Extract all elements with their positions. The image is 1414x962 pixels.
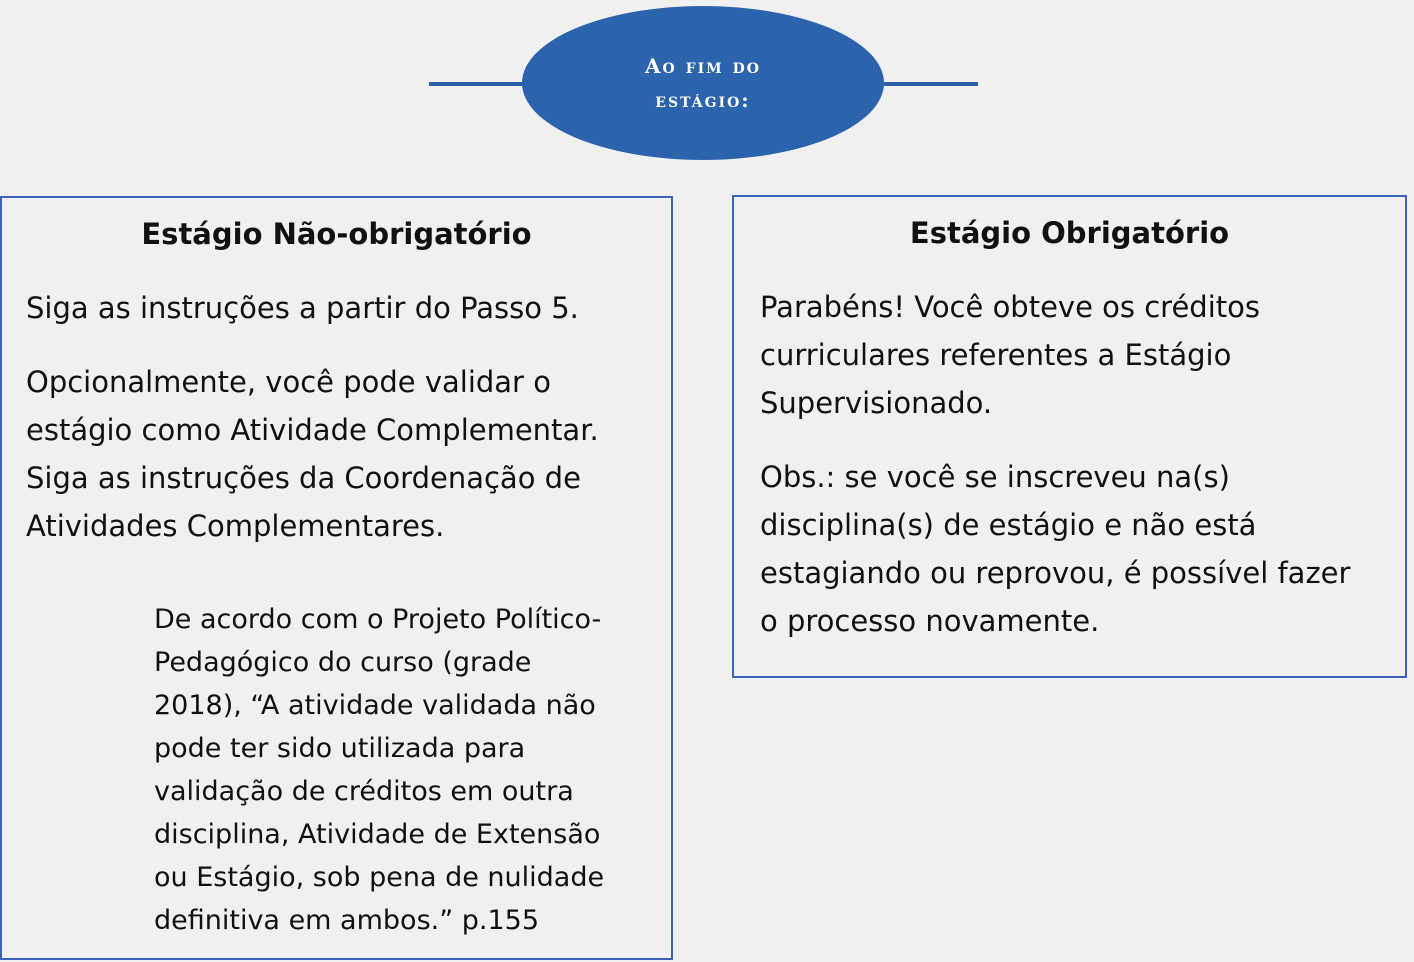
mandatory-congrats-text: Parabéns! Você obteve os créditos curriculares referentes a Estágio Supervisionado.	[760, 290, 1260, 420]
non-mandatory-internship-box	[0, 196, 673, 960]
non-mandatory-instruction: Siga as instruções a partir do Passo 5.	[26, 291, 579, 325]
header-label: Ao fim do estágio:	[645, 54, 761, 112]
mandatory-internship-box	[732, 195, 1407, 678]
header-connector-right	[876, 82, 978, 86]
mandatory-title: Estágio Obrigatório	[909, 216, 1230, 250]
mandatory-note: Obs.: se você se inscreveu na(s) disciplina(s) de estágio e não está estagiando ou reprovou, é possível fazer o processo novamente.	[760, 460, 1351, 638]
non-mandatory-title: Estágio Não-obrigatório	[141, 217, 532, 251]
non-mandatory-optional-text: Opcionalmente, você pode validar o estágio como Atividade Complementar. Siga as instruções da Coordenação de Atividades Complementares.	[26, 365, 599, 543]
header-oval	[522, 6, 884, 160]
header-connector-left	[429, 82, 529, 86]
ppc-quote: De acordo com o Projeto Político- Pedagógico do curso (grade 2018), “A atividade validada não pode ter sido utilizada para validação de créditos em outra disciplina, Atividade de Extensão ou Estágio, sob pena de nulidade definitiva em ambos.” p.155	[154, 604, 605, 936]
